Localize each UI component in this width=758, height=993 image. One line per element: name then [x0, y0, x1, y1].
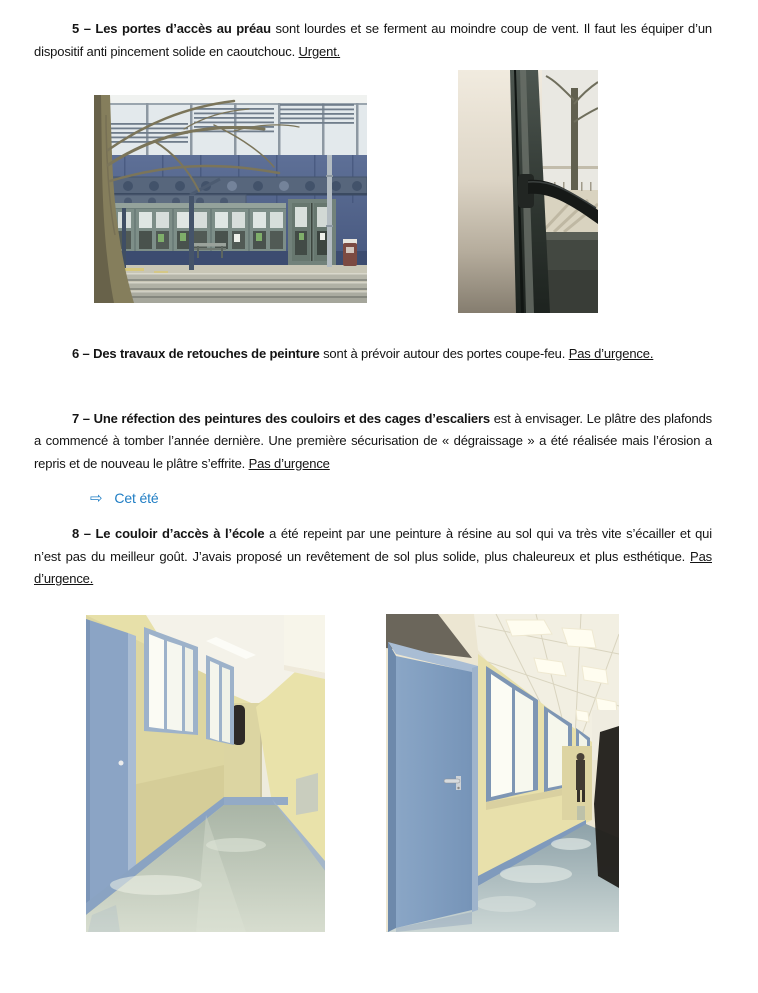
item-6-priority: Pas d’urgence. — [568, 346, 654, 361]
note-cet-ete — [34, 487, 712, 509]
item-6-title: 6 – Des travaux de retouches de peinture — [72, 346, 320, 361]
item-8-body: a été repeint par une peinture à résine au sol qui va très vite s’écailler et qui n’est pas du meilleur goût. J’avais proposé un revêtement de sol plus solide, plus chaleureux et plus esthétique. — [34, 526, 712, 564]
photo-row-2 — [34, 614, 712, 932]
item-6-paragraph — [34, 343, 712, 366]
arrow-right-icon: ⇨ — [90, 489, 103, 507]
item-5-paragraph — [34, 18, 712, 63]
photo-schoolyard-entrance — [94, 95, 367, 303]
item-8-title: 8 – Le couloir d’accès à l’école — [72, 526, 265, 541]
item-7-title: 7 – Une réfection des peintures des couloirs et des cages d’escaliers — [72, 410, 491, 426]
note-label: Cet été — [114, 490, 159, 506]
photo-corridor-repainted-1 — [86, 615, 325, 932]
item-5-body: sont lourdes et se ferment au moindre coup de vent. Il faut les équiper d’un dispositif anti pincement solide en caoutchouc. — [34, 21, 712, 59]
item-5-priority: Urgent. — [298, 43, 341, 59]
item-5-title: 5 – Les portes d’accès au préau — [72, 21, 271, 36]
item-7-body: est à envisager. Le plâtre des plafonds a commencé à tomber l’année dernière. Une première sécurisation de « dégraissage » a été réalisée mais l’érosion a repris et de nouveau le plâtre s’effrite. — [34, 410, 712, 471]
item-8-paragraph — [34, 523, 712, 591]
photo-corridor-repainted-2 — [386, 614, 619, 932]
item-8-priority: Pas d’urgence. — [34, 548, 712, 586]
item-6-body: sont à prévoir autour des portes coupe-feu. — [319, 346, 569, 361]
photo-door-edge-closeup — [458, 70, 598, 313]
photo-row-1 — [34, 70, 712, 313]
item-7-paragraph — [34, 408, 712, 476]
item-7-priority: Pas d’urgence — [248, 455, 330, 471]
